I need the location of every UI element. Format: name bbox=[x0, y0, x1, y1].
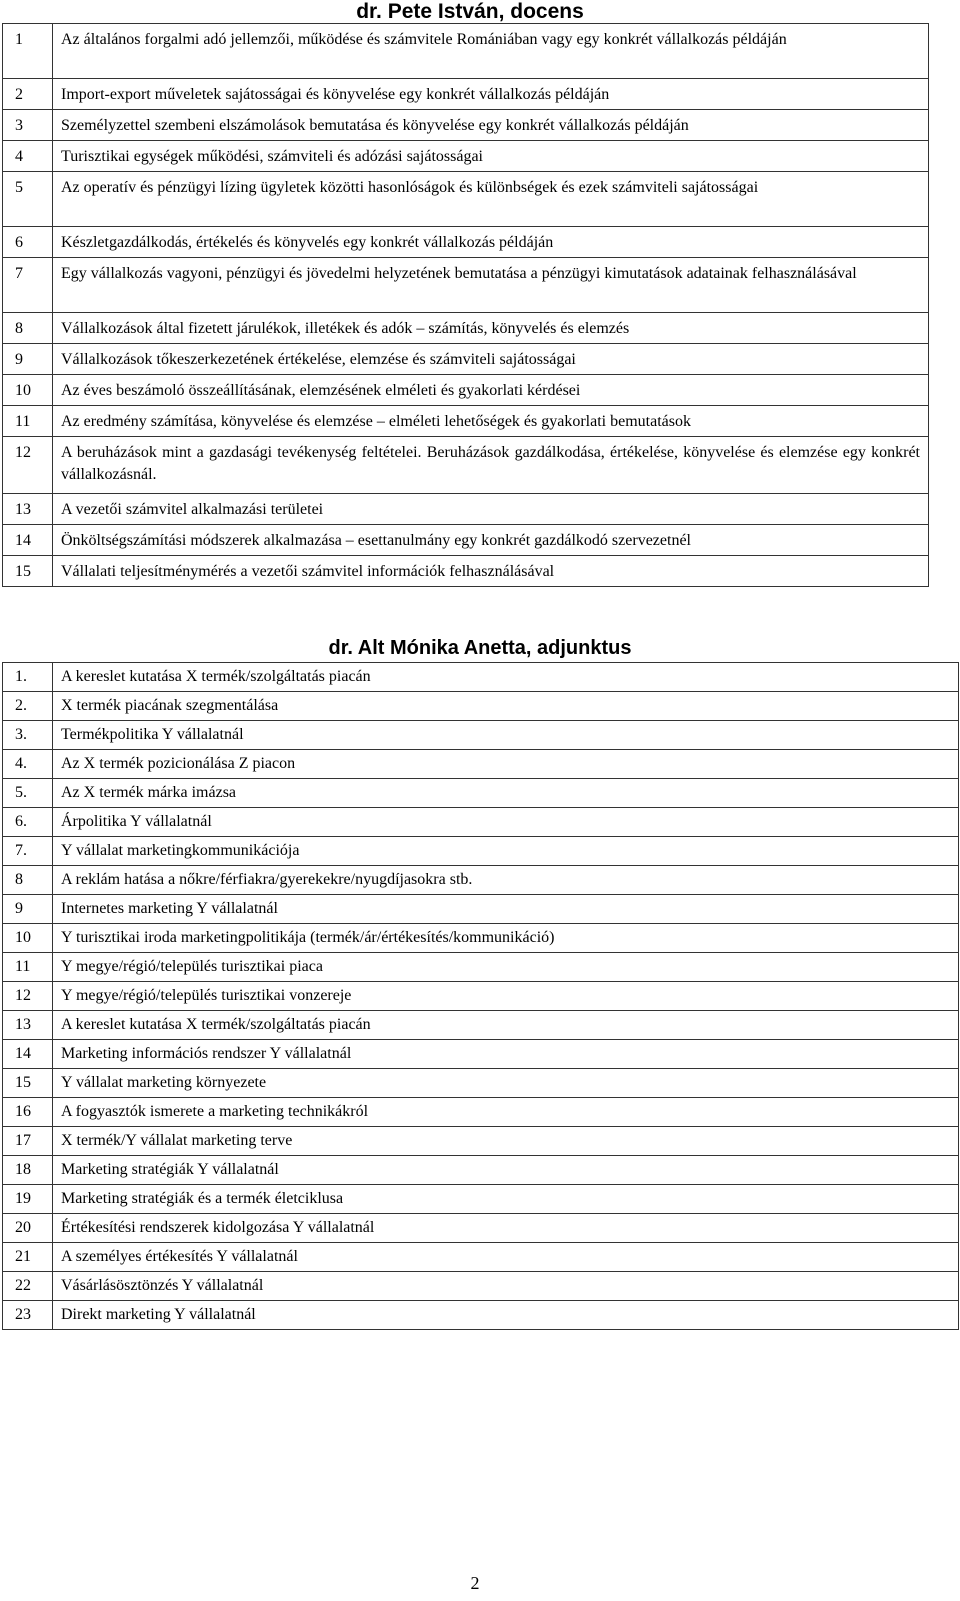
table-row bbox=[3, 982, 959, 1011]
topic-number: 4. bbox=[3, 750, 53, 779]
topic-number: 2. bbox=[3, 692, 53, 721]
table-row bbox=[3, 808, 959, 837]
table-row bbox=[3, 837, 959, 866]
topic-number: 1 bbox=[3, 24, 53, 79]
topic-text: A fogyasztók ismerete a marketing technikákról bbox=[53, 1098, 959, 1127]
table-row bbox=[3, 556, 929, 587]
table-row bbox=[3, 1301, 959, 1330]
topics-table-alt bbox=[2, 662, 959, 1330]
topic-number: 15 bbox=[3, 1069, 53, 1098]
table-row bbox=[3, 24, 929, 79]
table-row bbox=[3, 525, 929, 556]
topic-number: 5 bbox=[3, 172, 53, 227]
topic-text: Az éves beszámoló összeállításának, elemzésének elméleti és gyakorlati kérdései bbox=[53, 375, 929, 406]
table-row bbox=[3, 437, 929, 494]
topic-text: Marketing stratégiák Y vállalatnál bbox=[53, 1156, 959, 1185]
topic-number: 8 bbox=[3, 313, 53, 344]
table-row bbox=[3, 1098, 959, 1127]
topic-text: Önköltségszámítási módszerek alkalmazása – esettanulmány egy konkrét gazdálkodó szervezetnél bbox=[53, 525, 929, 556]
topic-text: Marketing stratégiák és a termék életciklusa bbox=[53, 1185, 959, 1214]
topic-text: A kereslet kutatása X termék/szolgáltatás piacán bbox=[53, 663, 959, 692]
table-row bbox=[3, 663, 959, 692]
table-row bbox=[3, 721, 959, 750]
section-title-pete: dr. Pete István, docens bbox=[356, 0, 584, 23]
topic-number: 7 bbox=[3, 258, 53, 313]
table-row bbox=[3, 1156, 959, 1185]
topic-text: Árpolitika Y vállalatnál bbox=[53, 808, 959, 837]
table-row bbox=[3, 692, 959, 721]
topic-text: Egy vállalkozás vagyoni, pénzügyi és jövedelmi helyzetének bemutatása a pénzügyi kimutatások adatainak felhasználásával bbox=[53, 258, 929, 313]
topic-number: 15 bbox=[3, 556, 53, 587]
section-title-alt: dr. Alt Mónika Anetta, adjunktus bbox=[328, 637, 632, 659]
table-row bbox=[3, 1040, 959, 1069]
table-row bbox=[3, 1127, 959, 1156]
topic-text: Az operatív és pénzügyi lízing ügyletek közötti hasonlóságok és különbségek és ezek számviteli sajátosságai bbox=[53, 172, 929, 227]
topic-number: 1. bbox=[3, 663, 53, 692]
topic-text: Y megye/régió/település turisztikai piaca bbox=[53, 953, 959, 982]
topic-text: Vásárlásösztönzés Y vállalatnál bbox=[53, 1272, 959, 1301]
topic-text: A reklám hatása a nőkre/férfiakra/gyerekekre/nyugdíjasokra stb. bbox=[53, 866, 959, 895]
table-row bbox=[3, 750, 959, 779]
topic-text: X termék/Y vállalat marketing terve bbox=[53, 1127, 959, 1156]
topic-number: 19 bbox=[3, 1185, 53, 1214]
table-row bbox=[3, 375, 929, 406]
topic-text: Import-export műveletek sajátosságai és könyvelése egy konkrét vállalkozás példáján bbox=[53, 79, 929, 110]
topic-text: A személyes értékesítés Y vállalatnál bbox=[53, 1243, 959, 1272]
table-row bbox=[3, 313, 929, 344]
topic-number: 11 bbox=[3, 953, 53, 982]
topic-text: Vállalati teljesítménymérés a vezetői számvitel információk felhasználásával bbox=[53, 556, 929, 587]
topic-text: Személyzettel szembeni elszámolások bemutatása és könyvelése egy konkrét vállalkozás példáján bbox=[53, 110, 929, 141]
topic-text: Turisztikai egységek működési, számviteli és adózási sajátosságai bbox=[53, 141, 929, 172]
topic-number: 20 bbox=[3, 1214, 53, 1243]
table-row bbox=[3, 1214, 959, 1243]
table-row bbox=[3, 79, 929, 110]
table-row bbox=[3, 866, 959, 895]
topic-text: Az X termék márka imázsa bbox=[53, 779, 959, 808]
table-row bbox=[3, 494, 929, 525]
table-row bbox=[3, 406, 929, 437]
table-row bbox=[3, 172, 929, 227]
topic-number: 7. bbox=[3, 837, 53, 866]
topic-number: 13 bbox=[3, 1011, 53, 1040]
table-row bbox=[3, 1243, 959, 1272]
topic-number: 21 bbox=[3, 1243, 53, 1272]
topic-number: 16 bbox=[3, 1098, 53, 1127]
topic-text: Y vállalat marketing környezete bbox=[53, 1069, 959, 1098]
table-row bbox=[3, 227, 929, 258]
topic-number: 4 bbox=[3, 141, 53, 172]
topic-text: Az eredmény számítása, könyvelése és elemzése – elméleti lehetőségek és gyakorlati bemutatások bbox=[53, 406, 929, 437]
topic-number: 17 bbox=[3, 1127, 53, 1156]
topic-number: 22 bbox=[3, 1272, 53, 1301]
topic-text: Vállalkozások tőkeszerkezetének értékelése, elemzése és számviteli sajátosságai bbox=[53, 344, 929, 375]
topic-number: 5. bbox=[3, 779, 53, 808]
topic-text: A beruházások mint a gazdasági tevékenység feltételei. Beruházások gazdálkodása, értékelése, könyvelése és elemzése egy konkrét vállalkozásnál. bbox=[53, 437, 929, 494]
topic-text: Vállalkozások által fizetett járulékok, illetékek és adók – számítás, könyvelés és elemzés bbox=[53, 313, 929, 344]
topic-number: 6 bbox=[3, 227, 53, 258]
table-row bbox=[3, 1185, 959, 1214]
topic-text: Y megye/régió/település turisztikai vonzereje bbox=[53, 982, 959, 1011]
table-row bbox=[3, 258, 929, 313]
table-row bbox=[3, 141, 929, 172]
topic-text: Értékesítési rendszerek kidolgozása Y vállalatnál bbox=[53, 1214, 959, 1243]
topic-number: 14 bbox=[3, 1040, 53, 1069]
table-row bbox=[3, 1069, 959, 1098]
table-row bbox=[3, 953, 959, 982]
topic-number: 12 bbox=[3, 982, 53, 1011]
topic-number: 3 bbox=[3, 110, 53, 141]
topic-number: 6. bbox=[3, 808, 53, 837]
topic-number: 10 bbox=[3, 924, 53, 953]
table-row bbox=[3, 1011, 959, 1040]
topic-text: Y vállalat marketingkommunikációja bbox=[53, 837, 959, 866]
topic-text: A vezetői számvitel alkalmazási területei bbox=[53, 494, 929, 525]
topic-text: Az általános forgalmi adó jellemzői, működése és számvitele Romániában vagy egy konkrét vállalkozás példáján bbox=[53, 24, 929, 79]
topic-text: A kereslet kutatása X termék/szolgáltatás piacán bbox=[53, 1011, 959, 1040]
topic-number: 8 bbox=[3, 866, 53, 895]
page-number: 2 bbox=[470, 1573, 480, 1593]
table-row bbox=[3, 779, 959, 808]
topic-text: Készletgazdálkodás, értékelés és könyvelés egy konkrét vállalkozás példáján bbox=[53, 227, 929, 258]
topic-number: 13 bbox=[3, 494, 53, 525]
topic-text: Direkt marketing Y vállalatnál bbox=[53, 1301, 959, 1330]
table-row bbox=[3, 895, 959, 924]
table-row bbox=[3, 1272, 959, 1301]
topics-table-pete bbox=[2, 23, 929, 587]
topic-number: 18 bbox=[3, 1156, 53, 1185]
topic-number: 2 bbox=[3, 79, 53, 110]
topic-number: 9 bbox=[3, 344, 53, 375]
table-row bbox=[3, 110, 929, 141]
topic-number: 10 bbox=[3, 375, 53, 406]
topic-number: 11 bbox=[3, 406, 53, 437]
topic-number: 9 bbox=[3, 895, 53, 924]
topic-text: X termék piacának szegmentálása bbox=[53, 692, 959, 721]
topic-number: 12 bbox=[3, 437, 53, 494]
topic-number: 23 bbox=[3, 1301, 53, 1330]
topic-text: Internetes marketing Y vállalatnál bbox=[53, 895, 959, 924]
topic-text: Termékpolitika Y vállalatnál bbox=[53, 721, 959, 750]
topic-number: 3. bbox=[3, 721, 53, 750]
topic-text: Y turisztikai iroda marketingpolitikája (termék/ár/értékesítés/kommunikáció) bbox=[53, 924, 959, 953]
table-row bbox=[3, 344, 929, 375]
topic-text: Marketing információs rendszer Y vállalatnál bbox=[53, 1040, 959, 1069]
topic-number: 14 bbox=[3, 525, 53, 556]
table-row bbox=[3, 924, 959, 953]
topic-text: Az X termék pozicionálása Z piacon bbox=[53, 750, 959, 779]
